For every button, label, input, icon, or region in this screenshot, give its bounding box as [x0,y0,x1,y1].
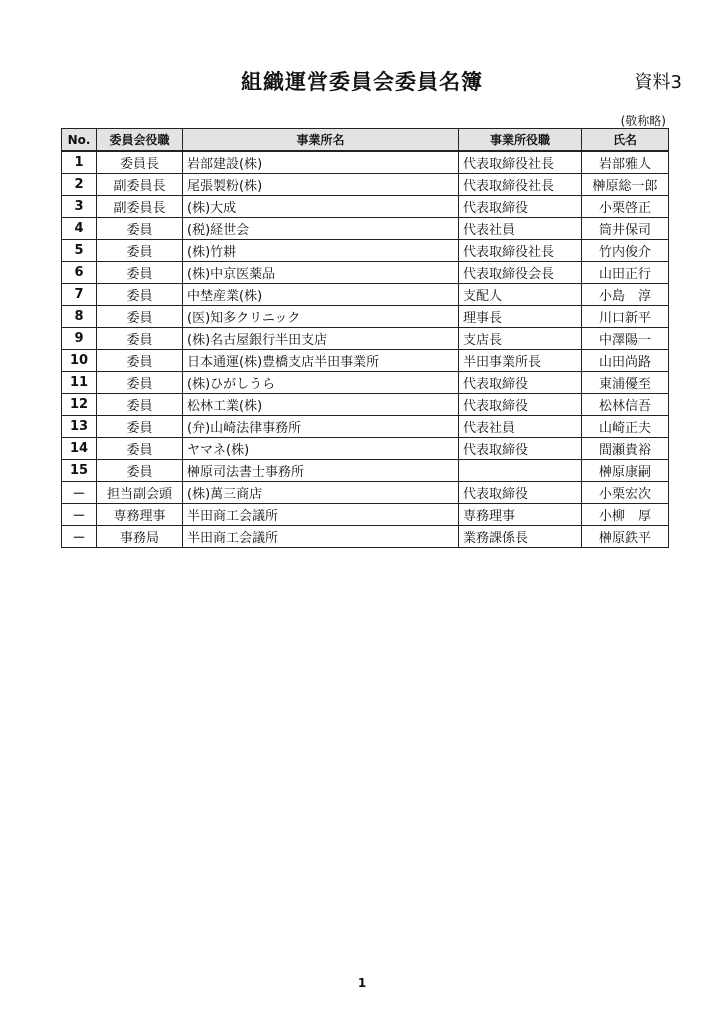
table-row [62,526,669,548]
column-header-role: 委員会役職 [97,129,183,152]
cell-committee-role: 委員 [97,240,183,262]
cell-committee-role: 委員 [97,438,183,460]
cell-member-name: 川口新平 [582,306,669,328]
table-row [62,438,669,460]
cell-company-title: 代表社員 [459,218,582,240]
cell-member-name: 松林信吾 [582,394,669,416]
cell-no: 2 [62,174,97,196]
cell-member-name: 小島 淳 [582,284,669,306]
page-title: 組織運営委員会委員名簿 [241,70,483,94]
cell-company-title: 代表社員 [459,416,582,438]
table-row [62,372,669,394]
cell-no: － [62,526,97,548]
cell-member-name: 榊原鉄平 [582,526,669,548]
cell-company: (弁)山崎法律事務所 [183,416,459,438]
honorific-note: (敬称略) [620,114,666,128]
cell-company: (税)経世会 [183,218,459,240]
cell-committee-role: 事務局 [97,526,183,548]
cell-member-name: 小柳 厚 [582,504,669,526]
cell-committee-role: 委員 [97,218,183,240]
cell-committee-role: 担当副会頭 [97,482,183,504]
cell-committee-role: 委員 [97,460,183,482]
cell-committee-role: 委員 [97,284,183,306]
cell-committee-role: 委員 [97,350,183,372]
table-row [62,504,669,526]
cell-company-title: 支配人 [459,284,582,306]
cell-no: 6 [62,262,97,284]
cell-committee-role: 委員 [97,262,183,284]
cell-company-title [459,460,582,482]
document-label: 資料3 [634,72,682,93]
cell-company: (株)萬三商店 [183,482,459,504]
cell-company-title: 代表取締役 [459,438,582,460]
table-row [62,416,669,438]
table-row [62,306,669,328]
table-row [62,350,669,372]
cell-no: 11 [62,372,97,394]
cell-member-name: 竹内俊介 [582,240,669,262]
cell-committee-role: 専務理事 [97,504,183,526]
table-row [62,196,669,218]
cell-member-name: 岩部雅人 [582,151,669,174]
cell-company: 岩部建設(株) [183,151,459,174]
cell-committee-role: 委員 [97,306,183,328]
table-row [62,240,669,262]
cell-member-name: 山田尚路 [582,350,669,372]
table-row [62,482,669,504]
cell-company-title: 代表取締役 [459,482,582,504]
cell-company-title: 代表取締役 [459,372,582,394]
cell-committee-role: 委員 [97,394,183,416]
cell-committee-role: 委員 [97,416,183,438]
cell-no: 14 [62,438,97,460]
cell-company-title: 理事長 [459,306,582,328]
cell-member-name: 山崎正夫 [582,416,669,438]
cell-company: 尾張製粉(株) [183,174,459,196]
cell-no: 15 [62,460,97,482]
table-body [62,151,669,548]
cell-company: 中埜産業(株) [183,284,459,306]
cell-no: － [62,504,97,526]
cell-company-title: 業務課係長 [459,526,582,548]
cell-no: 1 [62,151,97,174]
cell-company-title: 支店長 [459,328,582,350]
table-row [62,394,669,416]
cell-committee-role: 副委員長 [97,196,183,218]
cell-company: ヤマネ(株) [183,438,459,460]
cell-company-title: 代表取締役社長 [459,240,582,262]
cell-committee-role: 委員 [97,328,183,350]
cell-company-title: 半田事業所長 [459,350,582,372]
cell-no: 5 [62,240,97,262]
member-roster-table [61,128,669,548]
cell-company: 半田商工会議所 [183,526,459,548]
cell-company: 日本通運(株)豊橋支店半田事業所 [183,350,459,372]
cell-company-title: 代表取締役社長 [459,174,582,196]
page-number: 1 [357,976,367,990]
cell-no: 9 [62,328,97,350]
column-header-title: 事業所役職 [459,129,582,152]
cell-company-title: 代表取締役 [459,196,582,218]
column-header-name: 氏名 [582,129,669,152]
column-header-company: 事業所名 [183,129,459,152]
cell-member-name: 中澤陽一 [582,328,669,350]
cell-no: － [62,482,97,504]
table-row [62,174,669,196]
cell-company: 榊原司法書士事務所 [183,460,459,482]
cell-company-title: 代表取締役社長 [459,151,582,174]
cell-company: (株)竹耕 [183,240,459,262]
table-row [62,284,669,306]
cell-no: 10 [62,350,97,372]
cell-no: 12 [62,394,97,416]
cell-committee-role: 委員長 [97,151,183,174]
cell-committee-role: 委員 [97,372,183,394]
cell-company: (医)知多クリニック [183,306,459,328]
cell-company: 半田商工会議所 [183,504,459,526]
table-row [62,328,669,350]
table-header-row [62,129,669,152]
cell-member-name: 間瀬貴裕 [582,438,669,460]
table-row [62,218,669,240]
cell-company-title: 代表取締役 [459,394,582,416]
cell-member-name: 榊原康嗣 [582,460,669,482]
column-header-no: No. [62,129,97,152]
table-row [62,460,669,482]
cell-no: 8 [62,306,97,328]
cell-company-title: 代表取締役会長 [459,262,582,284]
cell-committee-role: 副委員長 [97,174,183,196]
cell-no: 7 [62,284,97,306]
cell-company: (株)中京医薬品 [183,262,459,284]
cell-company-title: 専務理事 [459,504,582,526]
cell-company: (株)名古屋銀行半田支店 [183,328,459,350]
cell-member-name: 筒井保司 [582,218,669,240]
cell-no: 3 [62,196,97,218]
cell-company: (株)ひがしうら [183,372,459,394]
cell-member-name: 小栗啓正 [582,196,669,218]
table-row [62,151,669,174]
table-row [62,262,669,284]
cell-member-name: 榊原総一郎 [582,174,669,196]
cell-no: 4 [62,218,97,240]
cell-member-name: 山田正行 [582,262,669,284]
cell-company: (株)大成 [183,196,459,218]
cell-member-name: 東浦優至 [582,372,669,394]
cell-company: 松林工業(株) [183,394,459,416]
cell-no: 13 [62,416,97,438]
cell-member-name: 小栗宏次 [582,482,669,504]
